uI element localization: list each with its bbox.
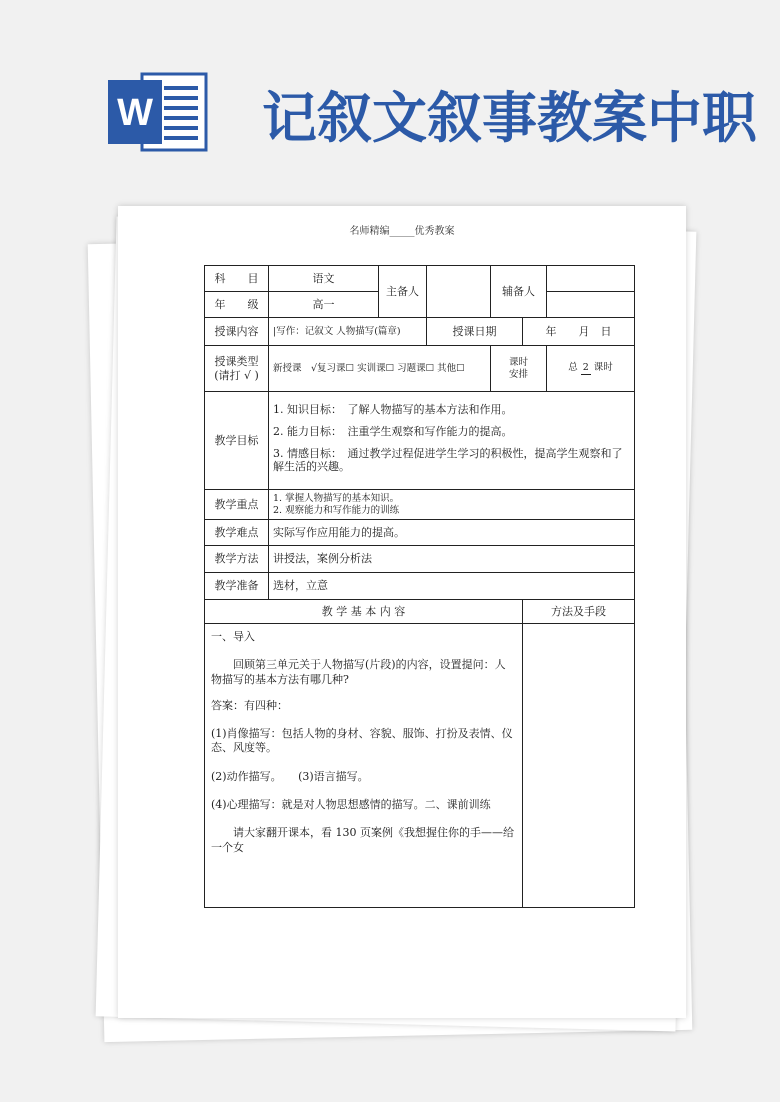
lesson-plan-table [204, 265, 635, 908]
assist-prep-value [547, 266, 635, 292]
method-value: 讲授法，案例分析法 [269, 546, 635, 573]
word-icon [108, 70, 208, 154]
grade-value: 高一 [269, 292, 379, 318]
content-header: 教 学 基 本 内 容 [205, 600, 523, 624]
svg-text:W: W [117, 92, 153, 134]
banner [0, 0, 780, 190]
difficulty-value: 实际写作应用能力的提高。 [269, 520, 635, 546]
goal-emotion: 3. 情感目标： 通过教学过程促进学生学习的积极性，提高学生观察和了解生活的兴趣。 [273, 446, 623, 474]
hours-suffix: 课时 [593, 362, 613, 374]
goal-knowledge: 1. 知识目标： 了解人物描写的基本方法和作用。 [273, 403, 513, 416]
date-value: 年 月 日 [523, 318, 635, 346]
goal-ability: 2. 能力目标： 注重学生观察和写作能力的提高。 [273, 424, 513, 438]
method-label: 教学方法 [205, 546, 269, 573]
hours-cell [547, 346, 635, 392]
subject-value: 语文 [269, 266, 379, 292]
key-point-1: 1. 掌握人物描写的基本知识。 [273, 492, 400, 504]
subject-label: 科 目 [205, 266, 269, 292]
grade-label: 年 级 [205, 292, 269, 318]
assist-prep-value-2 [547, 292, 635, 318]
main-prep-value [427, 266, 491, 318]
document-title: 记叙文叙事教案中职 [262, 86, 758, 150]
prep-value: 选材，立意 [269, 573, 635, 600]
goals-label: 教学目标 [205, 392, 269, 490]
content-label: 授课内容 [205, 318, 269, 346]
hours-value: 2 [582, 362, 589, 374]
means-cell [523, 624, 635, 908]
type-label-hint: (请打 √ ) [214, 368, 259, 382]
hours-label-2: 安排 [508, 368, 528, 380]
body-paragraph-2: 请大家翻开课本，看 130 页案例《我想握住你的手——给一个女 [211, 826, 514, 854]
body-item-4: (4)心理描写：就是对人物思想感情的描写。二、课前训练 [211, 798, 491, 812]
page-header: 名师精编_____优秀教案 [349, 226, 455, 237]
body-section-1: 一、导入 [211, 630, 255, 643]
key-point-2: 2. 观察能力和写作能力的训练 [273, 504, 400, 516]
assist-prep-label: 辅备人 [491, 266, 547, 318]
hours-prefix: 总 [568, 362, 578, 374]
difficulty-label: 教学难点 [205, 520, 269, 546]
body-paragraph-1: 回顾第三单元关于人物描写(片段)的内容，设置提问：人物描写的基本方法有哪几种? [211, 658, 506, 686]
prep-label: 教学准备 [205, 573, 269, 600]
main-prep-label: 主备人 [379, 266, 427, 318]
body-answer: 答案：有四种： [211, 698, 288, 712]
goals-cell [269, 392, 635, 490]
type-options: 新授课 √复习课☐ 实训课☐ 习题课☐ 其他☐ [269, 346, 491, 392]
lesson-body [205, 624, 523, 908]
date-label: 授课日期 [427, 318, 523, 346]
content-value: |写作：记叙文 人物描写(篇章) [269, 318, 427, 346]
type-label: 授课类型 [214, 354, 259, 368]
hours-label: 课时 [508, 356, 528, 368]
body-item-1: (1)肖像描写：包括人物的身材、容貌、服饰、打扮及表情、仪态、风度等。 [211, 727, 513, 755]
key-points-cell [269, 490, 635, 520]
means-header: 方法及手段 [523, 600, 635, 624]
body-item-2: (2)动作描写。 (3)语言描写。 [211, 769, 369, 783]
key-label: 教学重点 [205, 490, 269, 520]
